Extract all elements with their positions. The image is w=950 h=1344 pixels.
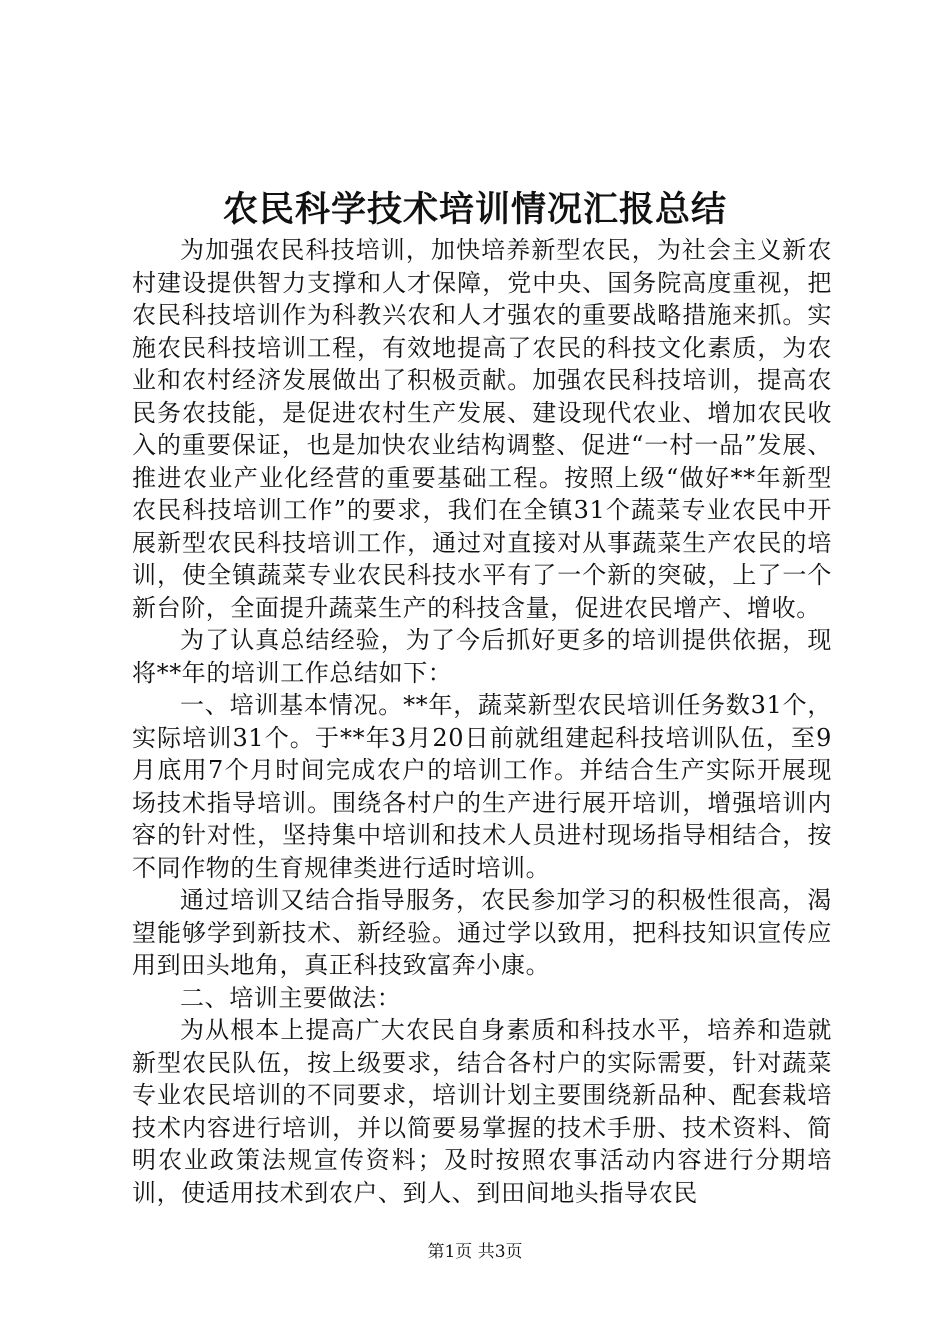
- paragraph-summary-lead: 为了认真总结经验，为了今后抓好更多的培训提供依据，现将**年的培训工作总结如下：: [132, 626, 832, 687]
- paragraph-section-2: 为从根本上提高广大农民自身素质和科技水平，培养和造就新型农民队伍，按上级要求，结合各村户的实际需要，针对蔬菜专业农民培训的不同要求，培训计划主要围绕新品种、配套栽培技术内容进行培训，并以简要易掌握的技术手册、技术资料、简明农业政策法规宣传资料；及时按照农事活动内容进行分期培训，使适用技术到农户、到人、到田间地头指导农民: [132, 1016, 832, 1207]
- document-title: 农民科学技术培训情况汇报总结: [222, 189, 727, 230]
- paragraph-intro: 为加强农民科技培训，加快培养新型农民，为社会主义新农村建设提供智力支撑和人才保障，党中央、国务院高度重视，把农民科技培训作为科教兴农和人才强农的重要战略措施来抓。实施农民科技培训工程，有效地提高了农民的科技文化素质，为农业和农村经济发展做出了积极贡献。加强农民科技培训，提高农民务农技能，是促进农村生产发展、建设现代农业、增加农民收入的重要保证，也是加快农业结构调整、促进“一村一品”发展、推进农业产业化经营的重要基础工程。按照上级“做好**年新型农民科技培训工作”的要求，我们在全镇31个蔬菜专业农民中开展新型农民科技培训工作，通过对直接对从事蔬菜生产农民的培训，使全镇蔬菜专业农民科技水平有了一个新的突破，上了一个新台阶，全面提升蔬菜生产的科技含量，促进农民增产、增收。: [132, 236, 832, 622]
- paragraph-section-1: 一、培训基本情况。**年，蔬菜新型农民培训任务数31个，实际培训31个。于**年3月20日前就组建起科技培训队伍，至9月底用7个月时间完成农户的培训工作。并结合生产实际开展现场技术指导培训。围绕各村户的生产进行展开培训，增强培训内容的针对性，坚持集中培训和技术人员进村现场指导相结合，按不同作物的生育规律类进行适时培训。: [132, 691, 832, 882]
- section-heading-2: 二、培训主要做法：: [180, 983, 402, 1012]
- paragraph-effects: 通过培训又结合指导服务，农民参加学习的积极性很高，渴望能够学到新技术、新经验。通过学以致用，把科技知识宣传应用到田头地角，真正科技致富奔小康。: [132, 886, 832, 979]
- page-number-footer: 第1页 共3页: [427, 1242, 523, 1262]
- document-body: [132, 234, 832, 1209]
